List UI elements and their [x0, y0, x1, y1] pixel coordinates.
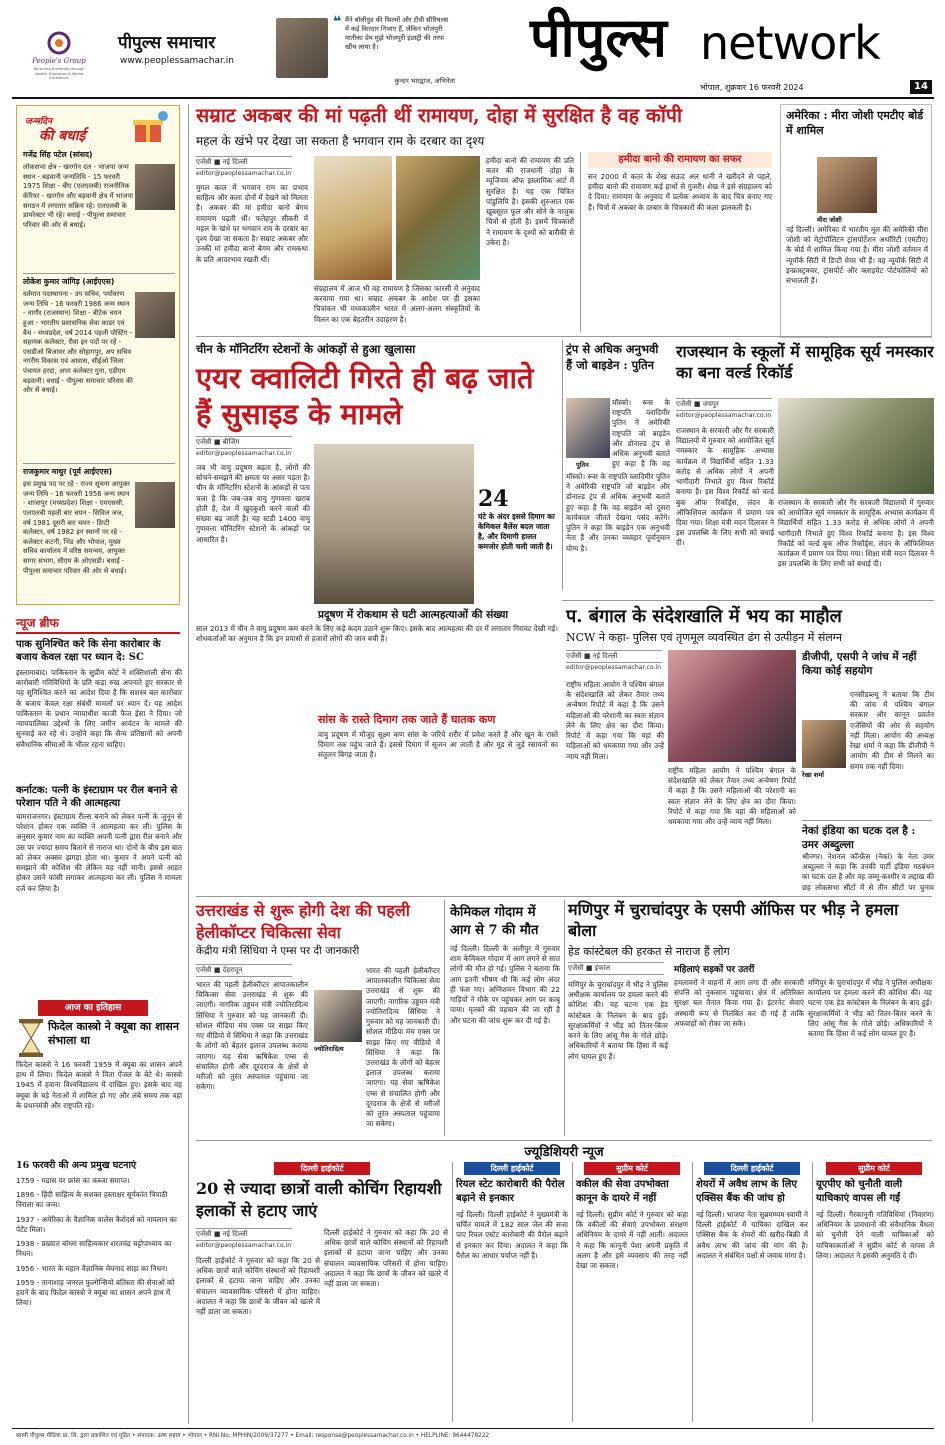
bengal-subheadline: NCW ने कहा- पुलिस एवं तृणमूल व्यवस्थित ढंग से उत्पीड़न में संलग्न [566, 631, 842, 644]
manipur-subheadline: हेड कांस्टेबल की हरकत से नाराज हैं लोग [568, 945, 730, 958]
court-tag: दिल्ली हाईकोर्ट [274, 1162, 370, 1175]
judiciary-text: नई दिल्ली। गैरकानूनी गतिविधियां (निवारण) अधिनियम के प्रावधानों की संवैधानिक वैधता को चुनौती देने वाली याचिकाओं को याचिकाकर्ताओं ने सुप्रीम कोर्ट से वापस ले लिया। अदालत ने इसकी अनुमति दे दी। [816, 1210, 934, 1260]
history-events-title: 16 फरवरी की अन्य प्रमुख घटनाएं [16, 1160, 137, 1171]
page-number: 14 [910, 80, 932, 94]
news-brief-title: न्यूज ब्रीफ [16, 616, 59, 630]
lead-byline: एजेंसी ■ नई दिल्ली [196, 156, 292, 169]
history-text: फिदेल कास्त्रो ने 16 फरवरी 1959 में क्यूबा का शासन अपने हाथ में लिया। फिदेल कास्त्रो ने पिता ऐंजल के बेटे थे। कास्त्रो 1945 में हवाना विश्वविद्यालय में दाखिल हुए। इसके बाद वह क्यूबा के बड़े नेताओं में शामिल हो गए और लंबे समय तक वहां के प्रधानमंत्री और राष्ट्रपति रहे। [16, 1060, 182, 1110]
heli-subheadline: केंद्रीय मंत्री सिंधिया ने एम्स पर दी जानकारी [196, 945, 360, 957]
heli-headline: उत्तराखंड से शुरू होगी देश की पहली हेलीकॉप्टर चिकित्सा सेवा [196, 901, 410, 942]
lead-email[interactable]: editor@peoplessamachar.co.in [196, 170, 292, 177]
heli-byline: एजेंसी ■ देहरादून [196, 964, 292, 977]
peoples-group-logo [28, 30, 90, 90]
court-tag: सुप्रीम कोर्ट [584, 1162, 680, 1175]
court-tag: दिल्ली हाईकोर्ट [464, 1162, 560, 1175]
birthday-person-1-name: गजेंद्र सिंह पटेल (सांसद) [23, 150, 93, 159]
callout-text: घंटे के अंदर इससे दिमाग का केमिकल बैलेंस बदल जाता है, और दिमागी हालत कमजोर होती चली जाती है। [478, 512, 555, 551]
america-headline: अमेरिका : मीरा जोशी एमटीए बोर्ड में शामिल [786, 109, 924, 137]
callout-number: 24 [478, 486, 509, 512]
judiciary-item-4 [696, 1162, 808, 1422]
heli-caption: ज्योतिरादित्य [314, 1045, 344, 1053]
quote-author: कुन्दन भारद्वाज, अभिनेता [394, 77, 455, 85]
dateline: भोपाल, शुक्रवार 16 फरवरी 2024 [700, 83, 804, 92]
birthday-person-1-text: लोकसभा क्षेत्र - खरगोन दल - भाजपा जन्म स्थान - बड़वानी जन्मतिथि - 15 फरवरी 1975 शिक्षा - बीए (एलएलबी) राजनीतिक कॅरियर - खरगोन और बड़वानी क्षेत्र में भाजपा संगठन में लगातार सक्रिय रहे। एलएलबी के डायरेक्टर भी रहे। बधाई - पीपुल्स समाचार परिवार की ओर से बधाई। [23, 163, 133, 229]
history-event: 1938 - प्रख्यात बांग्ला साहित्यकार शरतचंद्र चट्टोपाध्याय का निधन। [16, 1239, 172, 1259]
judiciary-item-5 [816, 1162, 934, 1422]
brief-2-text: चामराजनगर। इंस्टाग्राम रील्स बनाने को लेकर पत्नी के जुनून से परेशान होकर एक व्यक्ति ने आत्महत्या कर ली। पुलिस के अनुसार कुमार नाम का व्यक्ति अपनी पत्नी द्वारा रील बनाने और उस पर ज्यादा समय बिताने से नाराज था। दोनों के बीच इस बात को लेकर अक्सर झगड़ा होता था। कुमार ने अपने पत्नी को समझाने की कोशिश की लेकिन वह नहीं मानी। इससे आहत होकर उसने फांसी लगाकर आत्महत्या कर ली। पुलिस ने मामला दर्ज कर लिया है। [16, 812, 182, 893]
masthead [0, 0, 945, 98]
bengal-byline: एजेंसी ■ नई दिल्ली [566, 650, 662, 663]
birthday-box [16, 105, 180, 605]
lead-divider [580, 152, 581, 332]
bengal-text-more: राष्ट्रीय महिला आयोग ने पश्चिम बंगाल के संदेशखालि को लेकर तैयार तथ्य अन्वेषण रिपोर्ट में कहा है कि उसने महिलाओं की परेशानी का स्वतः संज्ञान लेने के लिए क्षेत्र का दौरा किया। रिपोर्ट में कहा गया कि वहां की महिलाओं को धमकाया गया और उन्हें न्याय नहीं मिला। [668, 766, 796, 827]
birthday-person-2-text: वर्तमान पदस्थापना - उप सचिव, पर्यावरण जन्म तिथि - 16 फरवरी 1986 जन्म स्थान - नागौर (राजस्थान) शिक्षा - बीटेक चयन हुआ - भारतीय प्रशासनिक सेवा काडर एवं बैच - मध्यप्रदेश, वर्ष 2014 पहली पोस्टिंग - सहायक कलेक्टर, रीवा इन पदों पर रहे - एसडीओ बिजावर और सोहागपुर, अप सचिव नगरीय विकास एवं आवास, सीईओ जिला पंचायत हरदा, अपर कलेक्टर गुना, एडीएम बड़वानी। बधाई - पीपुल्स समाचार परिवार की ओर से बधाई। [23, 290, 133, 395]
brief-2-headline: कर्नाटक: पत्नी के इंस्टाग्राम पर रील बनाने से परेशान पति ने की आत्महत्या [16, 785, 178, 809]
suicide-sub-2-text: वायु प्रदूषण में मौजूद सूक्ष्म कण सांस के जरिये शरीर में प्रवेश करते हैं और खून के रास्ते दिमाग तक पहुंच जाते हैं। इससे दिमाग में सूजन आ जाती है और मूड से जुड़े रसायनों का संतुलन बिगड़ जाता है। [318, 730, 558, 760]
judiciary-col-rule-4 [812, 1162, 813, 1422]
judiciary-rule [196, 1140, 932, 1141]
bengal-top-rule [562, 600, 934, 601]
judiciary-text: नई दिल्ली। दिल्ली हाईकोर्ट ने मुख्यमंत्री के चर्चित मामले में 182 साल जेल की सजा पाए रियल एस्टेट कारोबारी की पैरोल बढ़ाने से इनकार कर दिया। अदालत ने कहा कि पैरोल का आधार पर्याप्त नहीं है। [456, 1210, 568, 1260]
judiciary-text: नई दिल्ली। भाजपा नेता सुब्रमण्यम स्वामी ने दिल्ली हाईकोर्ट में याचिका दाखिल कर एक्सिस बैंक के शेयरों की खरीद-बिक्री में अवैध लाभ की जांच की मांग की है। अदालत ने संबंधित पक्षों से जवाब मांगा है। [696, 1210, 808, 1260]
heli-text-more: भारत की पहली हेलीकॉप्टर आपातकालीन चिकित्सा सेवा उत्तराखंड से शुरू की जाएगी। नागरिक उड्डयन मंत्री ज्योतिरादित्य सिंधिया ने गुरुवार को यह जानकारी दी। सोशल मीडिया मंच एक्स पर साझा किए गए वीडियो में सिंधिया ने कहा कि उत्तराखंड के लोगों को बेहतर इलाज उपलब्ध कराया जाएगा। यह सेवा ऋषिकेश एम्स से संचालित होगी और दूरदराज के क्षेत्रों से मरीजों को तुरंत अस्पताल पहुंचाया जा सकेगा। [366, 966, 440, 1129]
rajasthan-byline: एजेंसी ■ जयपुर [676, 398, 772, 411]
judiciary-byline: एजेंसी ■ नई दिल्ली [196, 1228, 292, 1241]
judiciary-headline: 20 से ज्यादा छात्रों वाली कोचिंग रिहायशी इलाकों से हटाए जाएं [196, 1179, 442, 1220]
group-subtitle: Nurturing Humanity through Health, Education & Media Excellence [33, 67, 85, 81]
gift-icon [127, 110, 171, 144]
judiciary-title: ज्यूडिशियरी न्यूज [524, 1145, 604, 1160]
putin-photo [566, 398, 610, 458]
hamida-bano-painting [314, 156, 392, 280]
lead-body-1: मुगल काल में भगवान राम का प्रभाव साहित्य और कला दोनों में देखने को मिलता है। अकबर की मां हमीदा बानो बेगम रामायण पढ़ती थीं। फतेहपुर सीकरी में महल के खंभे पर भगवान राम के दरबार का दृश्य देखा जा सकता है। सम्राट अकबर और उनकी मां हमीदा बानो बेगम और रामकथा के प्रति आदरभाव रखती थीं। [196, 183, 308, 264]
brief-1-text: इस्लामाबाद। पाकिस्तान के सुप्रीम कोर्ट ने शक्तिशाली सेना की कारोबारी गतिविधियों के प्रति कड़ा रुख अपनाते हुए सरकार से यह सुनिश्चित करने का आदेश दिया है कि सशस्त्र बल कारोबार के बजाय केवल रक्षा संबंधी मामलों पर ध्यान दें। यह आदेश पाकिस्तान के प्रधान न्यायाधीश काजी फैज ईसा ने दिया। जो न्यायपालिका उद्देश्यों के लिए जमीन आवंटन के मामले की सुनवाई कर रहे थे। उन्होंने कहा कि सैन्य प्रतिष्ठानों को अपनी संवैधानिक सीमाओं के भीतर रहना चाहिए। [16, 668, 182, 749]
footer-rule [12, 1428, 934, 1429]
bengal-side-text: एनसीडब्ल्यू ने बताया कि टीम की जांच में पश्चिम बंगाल सरकार और कानून प्रवर्तन एजेंसियों की ओर से सहयोग नहीं मिला। आयोग की अध्यक्ष रेखा शर्मा ने कहा कि डीजीपी ने आयोग की टीम से मिलने का समय तक नहीं दिया। [850, 690, 934, 771]
lead-subheadline: महल के खंभे पर देखा जा सकता है भगवान राम के दरबार का दृश्य [196, 134, 485, 148]
suicide-sub-1: प्रदूषण में रोकथाम से घटी आत्महत्याओं की संख्या [318, 609, 509, 621]
judiciary-item-2 [456, 1162, 568, 1422]
court-tag: सुप्रीम कोर्ट [826, 1162, 922, 1175]
group-logo-icon [46, 30, 72, 56]
birthday-person-3-text: इस प्रमुख पद पर रहे - राज्य सूचना आयुक्त जन्म तिथि - 16 फरवरी 1956 जन्म स्थान - शाजापुर (मध्यप्रदेश) शिक्षा - एमएससी, एलएलबी पहली बार चयन - सिविल जज, वर्ष 1981 दूसरी बार चयन - डिप्टी कलेक्टर, वर्ष 1982 इन स्थानों पर रहे - कलेक्टर कटनी, भिंड और भोपाल, मुख्य सचिव कार्यालय में वरिष्ठ समन्वय, आयुक्त सागर संभाग, सीएम के ओएसडी। बधाई - पीपुल्स समाचार परिवार की ओर से बधाई। [23, 480, 130, 575]
birthday-person-2-photo [135, 292, 175, 338]
suicide-email[interactable]: editor@peoplessamachar.co.in [196, 450, 292, 457]
court-tag: दिल्ली हाईकोर्ट [704, 1162, 800, 1175]
meera-joshi-photo [817, 157, 877, 213]
judiciary-item-3 [576, 1162, 688, 1422]
putin-headline: ट्रंप से अधिक अनुभवी हैं जो बाइडेन : पुतिन [566, 342, 659, 372]
judiciary-item-1 [196, 1162, 448, 1422]
hourglass-icon [18, 1018, 44, 1062]
imprint-footer: स्वामी पीपुल्स मीडिया प्रा. लि. द्वारा प्रकाशित एवं मुद्रित • संपादक: ऊषा सहाय • भोपाल • RNI No. MPHIN/2009/37277 • Email: response@peoplessamachar.co.in • HELPLINE: 9644478222 [16, 1433, 490, 1439]
sandeshkhali-women-photo [668, 650, 796, 762]
news-brief-rule [16, 632, 180, 634]
bengal-headline: प. बंगाल के संदेशखालि में भय का माहौल [566, 606, 842, 627]
brand-network: network [700, 16, 880, 70]
history-event: 1759 - मद्रास पर फ्रांस का कब्जा समाप्त। [16, 1176, 130, 1185]
group-name: People's Group [32, 57, 86, 65]
judiciary-headline: रियल स्टेट कारोबारी की पैरोल बढ़ाने से इनकार [456, 1179, 565, 1204]
mid-rule [196, 896, 932, 897]
bengal-email[interactable]: editor@peoplessamachar.co.in [566, 664, 662, 671]
abdullah-text: श्रीनगर। नेशनल कॉन्फ्रेंस (नेकां) के नेता उमर अब्दुल्ला ने कहा कि उनकी पार्टी इंडिया गठबंधन का घटक दल है और वह जम्मू-कश्मीर व लद्दाख की छह लोकसभा सीटों में से तीन सीटों पर चुनाव [802, 852, 934, 892]
manipur-byline: एजेंसी ■ इंफाल [568, 962, 664, 975]
judiciary-text: दिल्ली हाईकोर्ट ने गुरुवार को कहा कि 20 से अधिक छात्रों वाले कोचिंग संस्थानों को रिहायशी इलाकों से हटाया जाना चाहिए और उनका संचालन व्यावसायिक परिसरों में होना चाहिए। अदालत ने कहा कि छात्रों के जीवन को खतरे में नहीं डाला जा सकता। [196, 1256, 320, 1317]
judiciary-col-rule-1 [452, 1162, 453, 1422]
chemical-headline: केमिकल गोदाम में आग से 7 की मौत [450, 905, 539, 938]
lead-side-title: हमीदा बानो की रामायण का सफर [588, 152, 772, 168]
putin-rule [562, 340, 563, 590]
history-events-list [16, 1176, 182, 1312]
manipur-text: मणिपुर के चुराचांदपुर में भीड़ ने पुलिस अधीक्षक कार्यालय पर हमला करने की कोशिश की। यह घटना एक हेड कांस्टेबल के निलंबन के बाद हुई। सुरक्षाकर्मियों ने भीड़ को तितर-बितर करने के लिए आंसू गैस के गोले छोड़े। अधिकारियों ने बताया कि हिंसा में कई लोग घायल हुए हैं। [568, 980, 668, 1061]
chemical-text: नई दिल्ली। दिल्ली के अलीपुर में गुरुवार शाम केमिकल गोदाम में आग लगने से सात लोगों की मौत हो गई। पुलिस ने बताया कि आग इतनी भीषण थी कि कई लोग अंदर ही फंस गए। अग्निशमन विभाग की 22 गाड़ियों ने मौके पर पहुंचकर आग पर काबू पाया। मृतकों की पहचान की जा रही है और घटना की जांच शुरू कर दी गई है। [450, 944, 560, 1025]
masthead-rule [12, 97, 934, 99]
birthday-person-3-name: राजकुमार माथुर (पूर्व आईएएस) [23, 467, 113, 476]
rajasthan-headline: राजस्थान के स्कूलों में सामूहिक सूर्य नमस्कार का बना वर्ल्ड रिकॉर्ड [676, 342, 934, 382]
bengal-side-headline: डीजीपी, एसपी ने जांच में नहीं किया कोई सहयोग [802, 651, 917, 678]
lead-headline: सम्राट अकबर की मां पढ़ती थीं रामायण, दोहा में सुरक्षित है वह कॉपी [196, 104, 683, 127]
left-column-rule [188, 104, 189, 1424]
manipur-side-headline: महिलाएं सड़कों पर उतरीं [674, 965, 755, 975]
birthday-title-small: जन्मदिन [25, 117, 53, 127]
rajasthan-text-more: राजस्थान के सरकारी और गैर सरकारी विद्यालयों में गुरुवार को आयोजित सूर्य नमस्कार के सामूहिक अभ्यास कार्यक्रम में विद्यार्थियों सहित 1.33 करोड़ से अधिक लोगों ने अपनी भागीदारी निभाते हुए विश्व रिकॉर्ड बनाया है। इस विश्व रिकॉर्ड को वर्ल्ड बुक ऑफ रिकॉर्ड्स, लंदन के ऑफिशियल कार्यक्रम में प्रमाण पत्र दिया गया। शिक्षा मंत्री मदन दिलावर ने इस उपलब्धि के लिए सभी को बधाई दी। [778, 498, 934, 569]
lead-side-text: सन 2000 में कतर के शेख सऊद अल थानी ने खरीदने से पहले, हमीदा बानो की रामायण कई हाथों से गुजरी। शेख ने इसे संग्रहालय को दे दिया। रामायण के अनुवाद में प्रत्येक अध्याय के बाद चित्र बनाए गए हैं। चित्रों में अकबर के दरबार के चित्रकारों की कला झलकती है। [588, 172, 772, 212]
lead-body-2: संग्रहालय में आज भी वह रामायण है जिसका फारसी में अनुवाद करवाया गया था। सम्राट अकबर के आदेश पर ही इसका चित्रांकन भी मध्यकालीन भारत में अलग-अलग संस्कृतियों के मिलन का एक बेहतरीन उदाहरण है। [314, 284, 480, 324]
manipur-headline: मणिपुर में चुराचांदपुर के एसपी ऑफिस पर भीड़ ने हमला बोला [568, 900, 899, 940]
paper-name: पीपुल्स समाचार [118, 33, 216, 53]
judiciary-email[interactable]: editor@peoplessamachar.co.in [196, 1242, 292, 1249]
judiciary-headline: यूएपीए को चुनौती वाली याचिकाएं वापस ली गईं [816, 1179, 903, 1204]
putin-text: मॉस्को। रूस के राष्ट्रपति व्लादिमीर पुतिन ने अमेरिकी राष्ट्रपति जो बाइडेन और डोनाल्ड ट्रंप से अधिक अनुभवी बताते हुए कहा है कि वह [612, 398, 670, 469]
history-event: 1896 - हिंदी साहित्य के सशक्त हस्ताक्षर सूर्यकांत त्रिपाठी निराला का जन्म। [16, 1190, 168, 1210]
america-box [780, 104, 932, 338]
birthday-divider-2 [23, 463, 175, 464]
brief-1-headline: पाक सुनिश्चित करे कि सेना कारोबार के बजाय केवल रक्षा पर ध्यान दे: SC [16, 639, 161, 663]
suicide-callout [478, 486, 558, 604]
putin-text-more: मॉस्को। रूस के राष्ट्रपति व्लादिमीर पुतिन ने अमेरिकी राष्ट्रपति जो बाइडेन और डोनाल्ड ट्रंप से अधिक अनुभवी बताते हुए कहा है कि वह बाइडेन को दूसरा कार्यकाल जीतते देखना पसंद करेंगे। पुतिन ने कहा कि बाइडेन एक अनुभवी नेता हैं और उनका व्यवहार पूर्वानुमान योग्य है। [566, 472, 670, 553]
birthday-person-2-name: लोकेश कुमार जांगिड़ (आईएएस) [23, 277, 115, 286]
heli-text: भारत की पहली हेलीकॉप्टर आपातकालीन चिकित्सा सेवा उत्तराखंड से शुरू की जाएगी। नागरिक उड्डयन मंत्री ज्योतिरादित्य सिंधिया ने गुरुवार को यह जानकारी दी। सोशल मीडिया मंच एक्स पर साझा किए गए वीडियो में सिंधिया ने कहा कि उत्तराखंड के लोगों को बेहतर इलाज उपलब्ध कराया जाएगा। यह सेवा ऋषिकेश एम्स से संचालित होगी और दूरदराज के क्षेत्रों से मरीजों को तुरंत अस्पताल पहुंचाया जा सकेगा। [196, 980, 308, 1092]
judiciary-text: नई दिल्ली। सुप्रीम कोर्ट ने गुरुवार को कहा कि वकीलों की सेवाएं उपभोक्ता संरक्षण अधिनियम के दायरे में नहीं आतीं। अदालत ने कहा कि कानूनी पेशा अपनी प्रकृति में अलग है और इसे व्यवसाय की तरह नहीं देखा जा सकता। [576, 1210, 688, 1271]
history-event: 1956 - भारत के महान वैज्ञानिक मेघनाद साहा का निधन। [16, 1263, 168, 1273]
bengal-text: राष्ट्रीय महिला आयोग ने पश्चिम बंगाल के संदेशखालि को लेकर तैयार तथ्य अन्वेषण रिपोर्ट में कहा है कि उसने महिलाओं की परेशानी का स्वतः संज्ञान लेने के लिए क्षेत्र का दौरा किया। रिपोर्ट में कहा गया कि वहां की महिलाओं को धमकाया गया और उन्हें न्याय नहीं मिला। [566, 680, 664, 761]
actor-photo [276, 18, 328, 78]
putin-caption: पुतिन [576, 461, 589, 469]
smog-traffic-photo [314, 444, 474, 604]
manipur-side-text: हमलावरों ने वाहनों में आग लगा दी और सरकारी संपत्ति को नुकसान पहुंचाया। क्षेत्र में अतिरिक्त सुरक्षा बल तैनात किया गया है। इंटरनेट सेवाएं अस्थायी रूप से निलंबित कर दी गई हैं ताकि अफवाहों को रोका जा सके। [674, 978, 804, 1028]
judiciary-text-more: दिल्ली हाईकोर्ट ने गुरुवार को कहा कि 20 से अधिक छात्रों वाले कोचिंग संस्थानों को रिहायशी इलाकों से हटाया जाना चाहिए और उनका संचालन व्यावसायिक परिसरों में होना चाहिए। अदालत ने कहा कि छात्रों के जीवन को खतरे में नहीं डाला जा सकता। [324, 1228, 448, 1289]
masthead-quote: मैंने बॉलीवुड की फिल्मों और टीवी सीरियल्स में कई किरदार निभाए हैं, लेकिन भोजपुरी मातीका प्रेम मुझे भोजपुरी इंडस्ट्री की तरफ खींच लाया है। [345, 16, 449, 51]
abdullah-rule [802, 820, 932, 821]
suicide-byline: एजेंसी ■ बीजिंग [196, 436, 292, 449]
history-box [16, 1000, 182, 1430]
heli-rule [444, 900, 445, 1136]
history-event: 1959 - तानाशाह जनरल फुल्गेन्सियो बतिस्ता की सेनाओं को हराने के बाद फिदेल कास्त्रो ने क्यूबा का शासन अपने हाथ में लिया। [16, 1277, 175, 1308]
america-text: नई दिल्ली। अमेरिका में भारतीय मूल की अमेरिकी मीरा जोशी को मेट्रोपॉलिटन ट्रांसपोर्टेशन अथॉरिटी (एमटीए) के बोर्ड में शामिल किया गया है। मीरा जोशी वर्तमान में न्यूयॉर्क सिटी में डिप्टी मेयर भी हैं। वह न्यूयॉर्क सिटी में इन्फ्रास्ट्रक्चर, ट्रांसपोर्ट और क्लाइमेट पोर्टफोलियो को संभालती हैं। [786, 225, 928, 286]
history-event: 1937 - अमेरिका के वैज्ञानिक वालेस कैरोदर्स को नायलान का पेटेंट मिला। [16, 1214, 177, 1234]
chemical-rule [564, 900, 565, 1136]
brand-hindi: पीपुल्स [530, 5, 667, 69]
suicide-headline: एयर क्वालिटी गिरते ही बढ़ जाते हैं सुसाइड के मामले [196, 361, 534, 432]
rajasthan-text: राजस्थान के सरकारी और गैर सरकारी विद्यालयों में गुरुवार को आयोजित सूर्य नमस्कार के सामूहिक अभ्यास कार्यक्रम में विद्यार्थियों सहित 1.33 करोड़ से अधिक लोगों ने अपनी भागीदारी निभाते हुए विश्व रिकॉर्ड बनाया है। इस विश्व रिकॉर्ड को वर्ल्ड बुक ऑफ रिकॉर्ड्स, लंदन के ऑफिशियल कार्यक्रम में प्रमाण पत्र दिया गया। शिक्षा मंत्री मदन दिलावर ने इस उपलब्धि के लिए सभी को बधाई दी। [676, 426, 774, 548]
surya-namaskar-photo [778, 398, 934, 494]
judiciary-headline: वकील की सेवा उपभोक्ता कानून के दायरे में नहीं [576, 1179, 669, 1204]
ramayana-painting [396, 156, 480, 280]
lead-bottom-rule [196, 336, 932, 337]
suicide-body: जब भी वायु प्रदूषण बढ़ता है, लोगों की सोचने-समझने की क्षमता पर असर पड़ता है। चीन के मॉनिटरिंग स्टेशनों के आंकड़ों से पता चला है कि जब-जब वायु गुणवत्ता खराब होती है, देश में खुदकुशी करने वालों की संख्या बढ़ जाती है। यह स्टडी 1400 वायु गुणवत्ता मॉनिटरिंग स्टेशनों के आंकड़ों पर आधारित है। [196, 463, 310, 544]
history-title: आज का इतिहास [38, 1000, 148, 1016]
judiciary-col-rule-2 [572, 1162, 573, 1422]
suicide-kicker: चीन के मॉनिटरिंग स्टेशनों के आंकड़ों से हुआ खुलासा [196, 342, 416, 356]
bengal-side-caption: रेखा शर्मा [802, 771, 824, 779]
scindia-photo [314, 990, 362, 1042]
birthday-person-3-photo [135, 482, 175, 528]
abdullah-headline: नेकां इंडिया का घटक दल है : उमर अब्दुल्ला [802, 825, 916, 852]
suicide-sub-1-text: साल 2013 में चीन ने वायु प्रदूषण कम करने के लिए कड़े कदम उठाने शुरू किए। इसके बाद आत्महत्या की दर में लगातार गिरावट देखी गई। शोधकर्ताओं का अनुमान है कि इन प्रयासों से हजारों लोगों की जान बची है। [196, 624, 558, 644]
birthday-divider-1 [23, 273, 175, 274]
suicide-sub-2: सांस के रास्ते दिमाग तक जाते हैं घातक कण [318, 713, 496, 726]
birthday-title-big: की बधाई [39, 128, 86, 144]
america-caption: मीरा जोशी [817, 216, 842, 224]
paper-url[interactable]: www.peoplessamachar.in [120, 56, 234, 66]
birthday-person-1-photo [135, 164, 175, 210]
judiciary-headline: शेयरों में अवैध लाभ के लिए एक्सिस बैंक की जांच हो [696, 1179, 797, 1204]
quote-mark-icon: ❝ [333, 14, 342, 30]
judiciary-col-rule-3 [692, 1162, 693, 1422]
history-headline: फिदेल कास्त्रो ने क्यूबा का शासन संभाला था [48, 1020, 179, 1048]
lead-body-3: हमीदा बानो की रामायण की प्रति कतर की राजधानी दोहा के म्यूजियम ऑफ इस्लामिक आर्ट में सुरक्षित है। यह एक चित्रित पांडुलिपि है। इसकी शुरुआत एक खूबसूरत फूल और सोने के नाजुक चित्रों से होती है। इसमें चित्रकारों ने रामायण के दृश्यों को बारीकी से उकेरा है। [486, 156, 574, 247]
manipur-side-text-more: मणिपुर के चुराचांदपुर में भीड़ ने पुलिस अधीक्षक कार्यालय पर हमला करने की कोशिश की। यह घटना एक हेड कांस्टेबल के निलंबन के बाद हुई। सुरक्षाकर्मियों ने भीड़ को तितर-बितर करने के लिए आंसू गैस के गोले छोड़े। अधिकारियों ने बताया कि हिंसा में कई लोग घायल हुए हैं। [808, 978, 932, 1039]
rajasthan-email[interactable]: editor@peoplessamachar.co.in [676, 412, 772, 419]
